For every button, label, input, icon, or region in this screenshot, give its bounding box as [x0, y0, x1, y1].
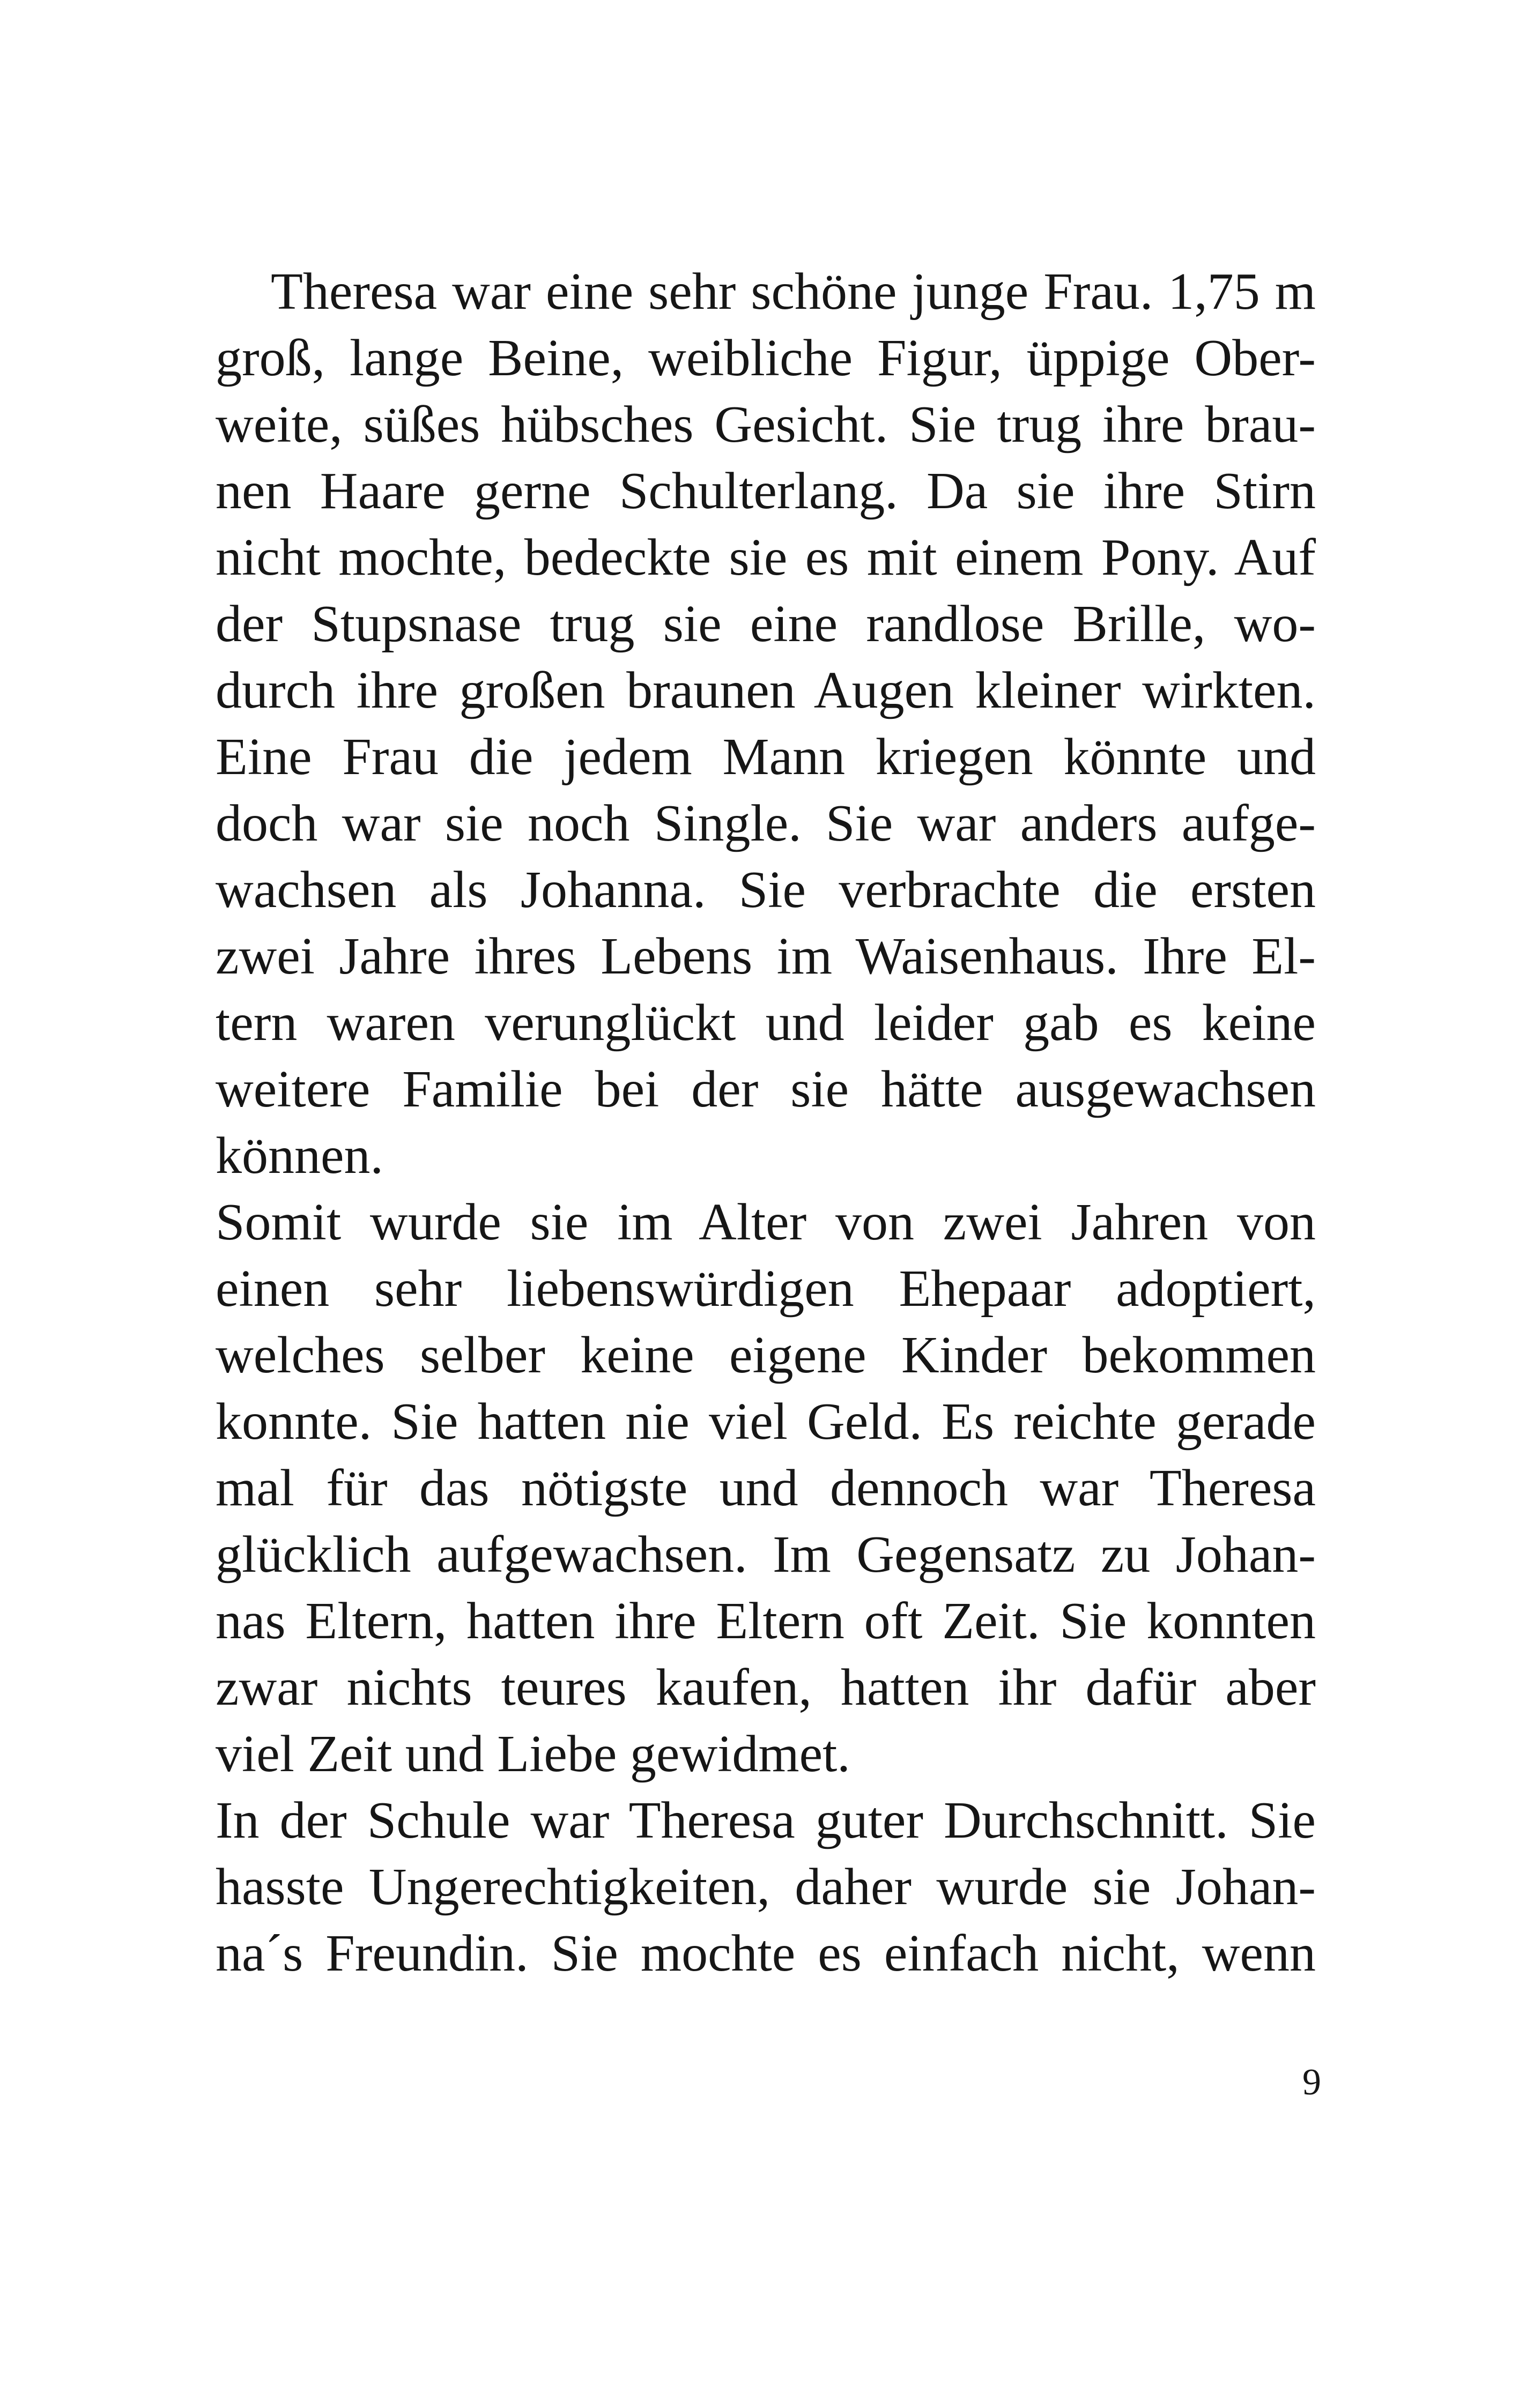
- text-line: Somit wurde sie im Alter von zwei Jahren von: [216, 1193, 1316, 1251]
- page-number: 9: [1302, 2062, 1321, 2103]
- text-line: konnte. Sie hatten nie viel Geld. Es reichte gerade: [216, 1393, 1316, 1451]
- text-line: nicht mochte, bedeckte sie es mit einem Pony. Auf: [216, 529, 1316, 586]
- text-line: können.: [216, 1127, 383, 1185]
- text-line: welches selber keine eigene Kinder bekommen: [216, 1326, 1316, 1384]
- text-line: In der Schule war Theresa guter Durchschnitt. Sie: [216, 1792, 1316, 1849]
- text-line: hasste Ungerechtigkeiten, daher wurde sie Johan-: [216, 1858, 1316, 1916]
- text-line: glücklich aufgewachsen. Im Gegensatz zu Johan-: [216, 1526, 1316, 1584]
- text-line: wachsen als Johanna. Sie verbrachte die ersten: [216, 861, 1316, 919]
- text-line: groß, lange Beine, weibliche Figur, üppige Ober-: [216, 329, 1316, 387]
- body-text: [216, 258, 1316, 1987]
- text-line: einen sehr liebenswürdigen Ehepaar adoptiert,: [216, 1260, 1316, 1318]
- text-line: Eine Frau die jedem Mann kriegen könnte und: [216, 728, 1316, 786]
- text-line: Theresa war eine sehr schöne junge Frau. 1,75 m: [271, 263, 1316, 321]
- text-line: der Stupsnase trug sie eine randlose Brille, wo-: [216, 595, 1316, 653]
- text-line: mal für das nötigste und dennoch war Theresa: [216, 1459, 1316, 1517]
- text-line: zwei Jahre ihres Lebens im Waisenhaus. Ihre El-: [216, 927, 1316, 985]
- text-line: doch war sie noch Single. Sie war anders aufge-: [216, 794, 1316, 852]
- text-line: nas Eltern, hatten ihre Eltern oft Zeit. Sie konnten: [216, 1592, 1316, 1650]
- text-line: zwar nichts teures kaufen, hatten ihr dafür aber: [216, 1659, 1316, 1716]
- text-line: tern waren verunglückt und leider gab es keine: [216, 994, 1316, 1052]
- text-line: viel Zeit und Liebe gewidmet.: [216, 1725, 850, 1783]
- text-line: durch ihre großen braunen Augen kleiner wirkten.: [216, 662, 1316, 719]
- text-line: weite, süßes hübsches Gesicht. Sie trug ihre brau-: [216, 396, 1316, 454]
- text-line: weitere Familie bei der sie hätte ausgewachsen: [216, 1060, 1316, 1118]
- text-line: nen Haare gerne Schulterlang. Da sie ihre Stirn: [216, 462, 1316, 520]
- text-line: na´s Freundin. Sie mochte es einfach nicht, wenn: [216, 1924, 1316, 1982]
